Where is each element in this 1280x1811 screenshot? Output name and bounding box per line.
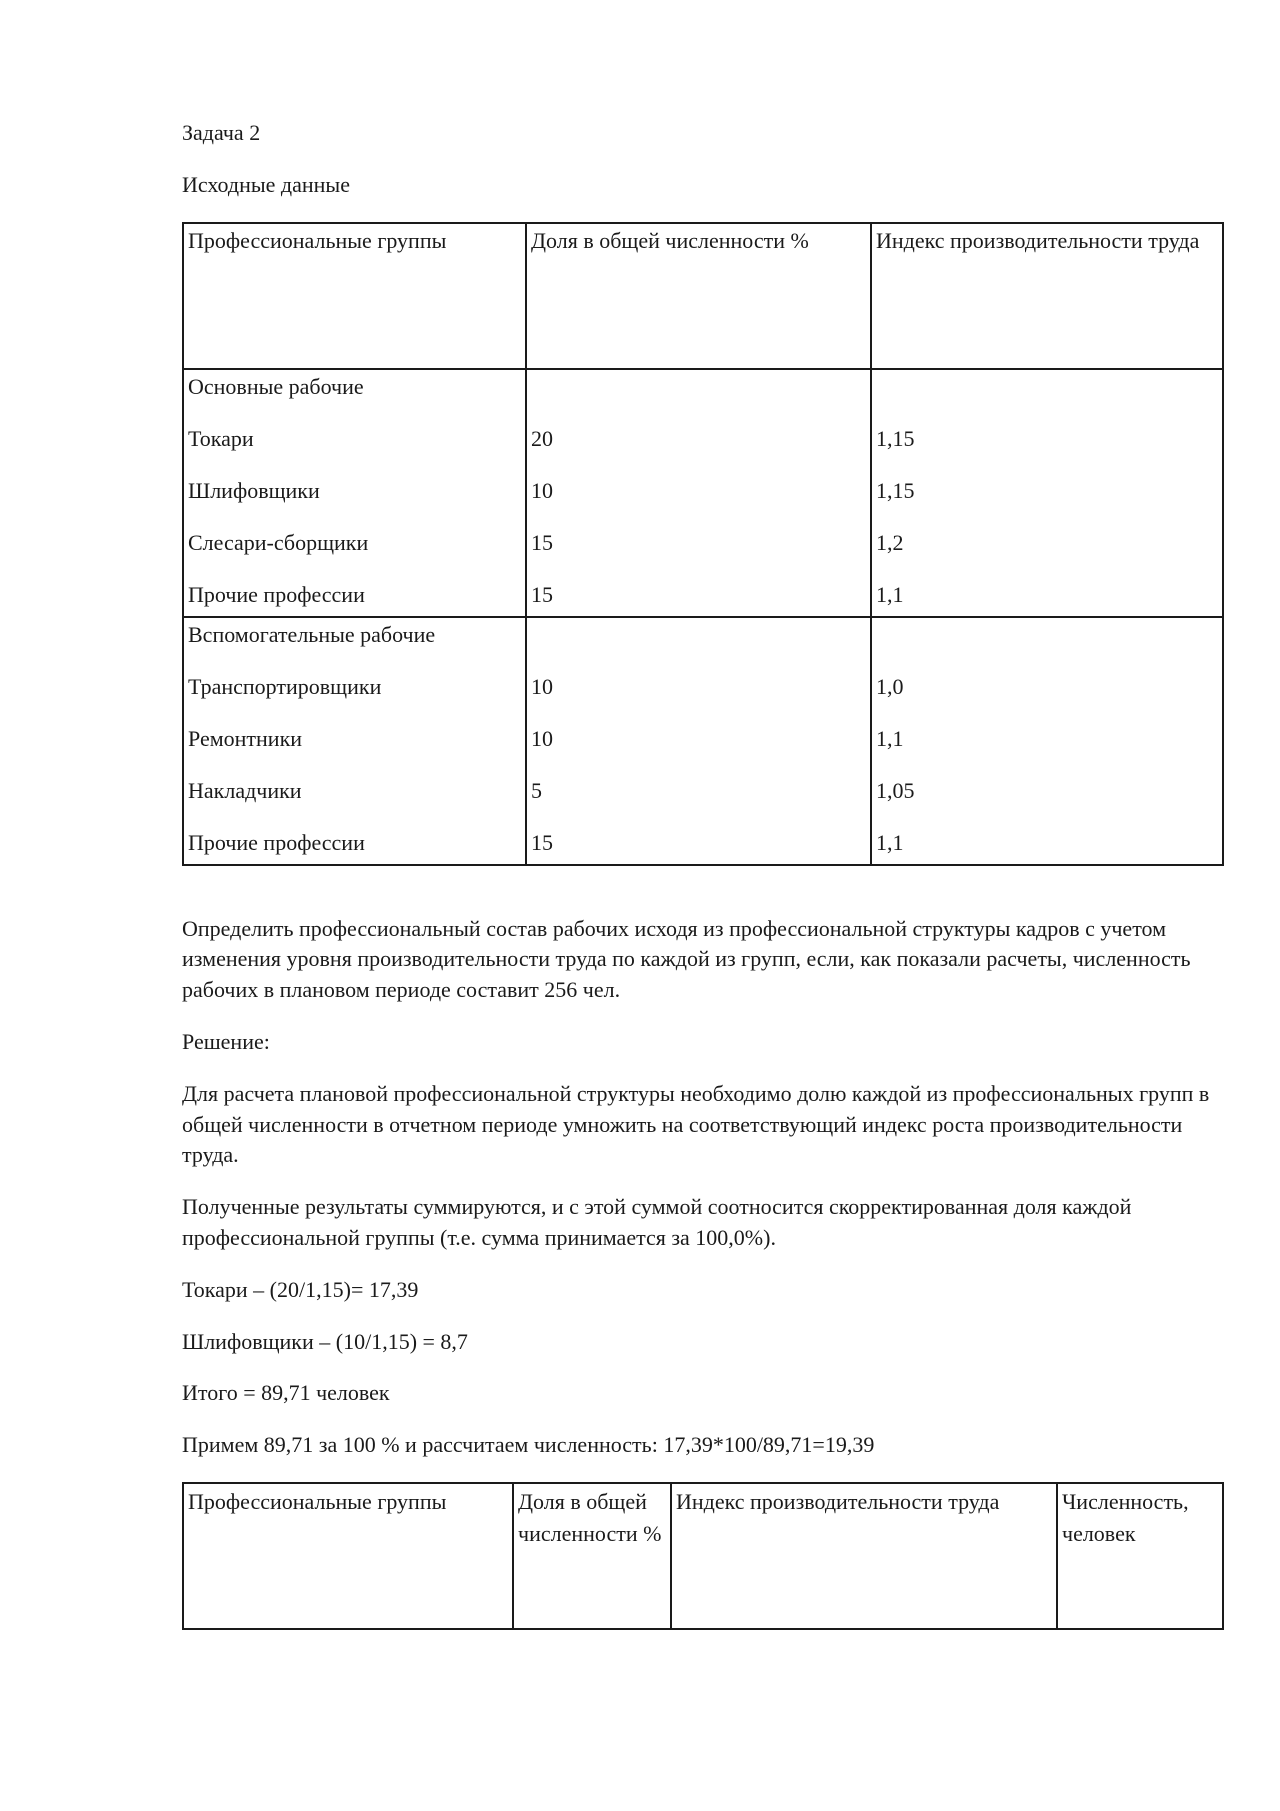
header-index: Индекс производительности труда bbox=[871, 223, 1223, 369]
row-index: 1,15 bbox=[876, 425, 915, 451]
document-page bbox=[182, 118, 1222, 1630]
header-headcount: Численность, человек bbox=[1057, 1483, 1223, 1629]
header-groups: Профессиональные группы bbox=[183, 1483, 513, 1629]
initial-data-table bbox=[182, 222, 1224, 866]
row-name: Накладчики bbox=[188, 777, 302, 803]
row-name: Транспортировщики bbox=[188, 673, 382, 699]
row-share: 10 bbox=[531, 725, 553, 751]
table-header-row bbox=[183, 223, 1223, 369]
row-index: 1,15 bbox=[876, 477, 915, 503]
row-share: 15 bbox=[531, 529, 553, 555]
header-share: Доля в общей численности % bbox=[513, 1483, 671, 1629]
header-index: Индекс производительности труда bbox=[671, 1483, 1057, 1629]
solution-label: Решение: bbox=[182, 1028, 270, 1054]
table-header-row bbox=[183, 1483, 1223, 1629]
result-table bbox=[182, 1482, 1224, 1630]
row-name: Слесари-сборщики bbox=[188, 529, 369, 555]
row-share: 15 bbox=[531, 829, 553, 855]
solution-paragraph-2: Полученные результаты суммируются, и с этой суммой соотносится скорректированная доля каждой профессиональной группы (т.е. сумма принимается за 100,0%). bbox=[182, 1194, 1132, 1250]
row-share: 5 bbox=[531, 777, 542, 803]
row-name: Ремонтники bbox=[188, 725, 303, 751]
table-group-auxiliary bbox=[183, 617, 1223, 865]
row-index: 1,1 bbox=[876, 725, 904, 751]
row-name: Токари bbox=[188, 425, 254, 451]
header-share: Доля в общей численности % bbox=[526, 223, 871, 369]
row-index: 1,0 bbox=[876, 673, 904, 699]
group-name: Вспомогательные рабочие bbox=[188, 621, 436, 647]
row-share: 10 bbox=[531, 477, 553, 503]
row-share: 10 bbox=[531, 673, 553, 699]
table-group-main bbox=[183, 369, 1223, 617]
solution-paragraph-1: Для расчета плановой профессиональной структуры необходимо долю каждой из профессиональных групп в общей численности в отчетном периоде умножить на соответствующий индекс роста производительности труда. bbox=[182, 1080, 1210, 1168]
calc-turners: Токари – (20/1,15)= 17,39 bbox=[182, 1276, 419, 1302]
task-title: Задача 2 bbox=[182, 120, 261, 145]
row-index: 1,05 bbox=[876, 777, 915, 803]
task-text: Определить профессиональный состав рабочих исходя из профессиональной структуры кадров с учетом изменения уровня производительности труда по каждой из групп, если, как показали расчеты, численность рабочих в плановом периоде составит 256 чел. bbox=[182, 915, 1191, 1003]
row-index: 1,2 bbox=[876, 529, 904, 555]
calc-note: Примем 89,71 за 100 % и рассчитаем численность: 17,39*100/89,71=19,39 bbox=[182, 1432, 875, 1458]
calc-total: Итого = 89,71 человек bbox=[182, 1380, 390, 1406]
calc-grinders: Шлифовщики – (10/1,15) = 8,7 bbox=[182, 1328, 468, 1354]
row-share: 20 bbox=[531, 425, 553, 451]
initial-data-label: Исходные данные bbox=[182, 171, 350, 197]
row-name: Прочие профессии bbox=[188, 581, 365, 607]
row-name: Шлифовщики bbox=[188, 477, 320, 503]
header-groups: Профессиональные группы bbox=[183, 223, 526, 369]
row-name: Прочие профессии bbox=[188, 829, 365, 855]
row-index: 1,1 bbox=[876, 829, 904, 855]
row-index: 1,1 bbox=[876, 581, 904, 607]
row-share: 15 bbox=[531, 581, 553, 607]
group-name: Основные рабочие bbox=[188, 373, 364, 399]
